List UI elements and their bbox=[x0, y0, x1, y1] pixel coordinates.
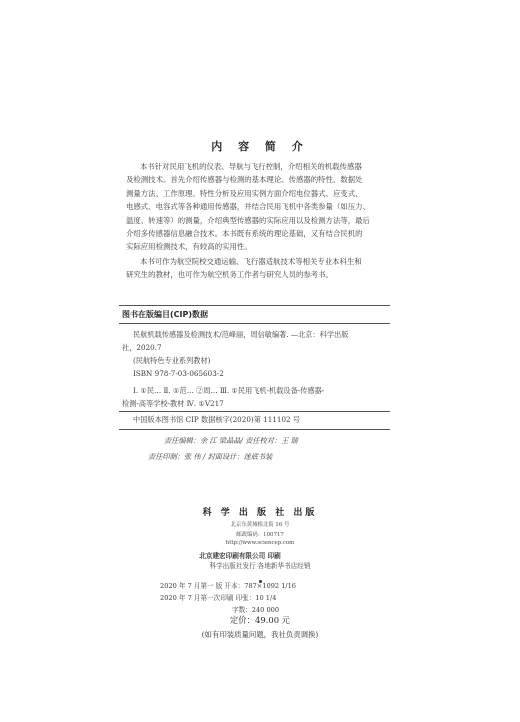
intro-line: 及检测技术。首先介绍传感器与检测的基本理论、传感器的特性、数据处 bbox=[126, 175, 363, 185]
distribution-line: 科学出版社发行 各地新华书店经销 bbox=[209, 562, 311, 570]
intro-line: 温度、转速等）的测量，介绍典型传感器的实际应用以及检测方法等，最后 bbox=[126, 215, 370, 225]
intro-line: 电感式、电容式等各种通用传感器，并结合民用飞机中各类参量（如压力、 bbox=[126, 202, 370, 212]
cip-line: 检测-高等学校-教材 Ⅳ. ①V217 bbox=[122, 399, 224, 408]
intro-title: 内 容 简 介 bbox=[211, 140, 309, 153]
cip-line: 社，2020.7 bbox=[122, 343, 162, 352]
price: 定价：49.00 元 bbox=[229, 615, 291, 625]
cip-line: 民航机载传感器及检测技术/范峰丽，周信敏编著. —北京：科学出版 bbox=[133, 330, 349, 339]
intro-line: 介绍多传感器信息融合技术。本书既有系统的理论基础，又有结合民机的 bbox=[126, 229, 363, 239]
cip-line: (民航特色专业系列教材) bbox=[133, 356, 211, 365]
separator-dot bbox=[0, 571, 520, 575]
publisher-address: 北京东黄城根北街 16 号 bbox=[230, 522, 290, 528]
printer-line: 北京建宏印刷有限公司 印刷 bbox=[199, 552, 281, 560]
intro-line: 本书针对民用飞机的仪表、导航与飞行控制，介绍相关的机载传感器 bbox=[140, 162, 362, 171]
intro-line: 测量方法、工作原理、特性分析及应用实例方面介绍电位器式、应变式、 bbox=[126, 188, 363, 198]
quality-note: (如有印装质量问题，我社负责调换) bbox=[201, 630, 319, 639]
cip-top-rule bbox=[119, 305, 390, 306]
cip-line: Ⅰ. ①民… Ⅱ. ①范… ②周… Ⅲ. ①民用飞机-机载设备-传感器- bbox=[133, 386, 325, 395]
word-count: 字数：240 000 bbox=[232, 606, 280, 614]
cip-heading-rule bbox=[119, 323, 390, 324]
edition-line-1: 2020 年 7 月第一 版 开本：787×1092 1/16 bbox=[160, 582, 296, 590]
intro-line: 实际应用检测技术，有较高的实用性。 bbox=[126, 242, 252, 252]
cip-number: 中国版本图书馆 CIP 数据核字(2020)第 111102 号 bbox=[133, 415, 301, 424]
publisher-postcode: 邮政编码：100717 bbox=[236, 532, 284, 538]
intro-paragraph-1 bbox=[126, 160, 394, 254]
cip-mid-rule bbox=[119, 411, 390, 412]
edition-line-2: 2020 年 7 月第一次印刷 印张：10 1/4 bbox=[160, 594, 277, 602]
cip-line: ISBN 978-7-03-065603-2 bbox=[133, 369, 224, 378]
intro-paragraph-2 bbox=[126, 255, 394, 282]
editor-credit: 责任编辑：余 江 梁晶晶/ 责任校对：王 瑞 bbox=[164, 436, 298, 445]
cip-bottom-rule bbox=[119, 429, 390, 430]
publisher-name: 科 学 出 版 社 出版 bbox=[202, 508, 318, 518]
cip-heading: 图书在版编目(CIP)数据 bbox=[122, 310, 209, 319]
production-credit: 责任印制：张 伟 / 封面设计：迷底书装 bbox=[148, 452, 273, 461]
publisher-website: http://www.sciencep.com bbox=[225, 540, 295, 546]
intro-line: 研究生的教材，也可作为航空机务工作者与研究人员的参考书。 bbox=[126, 270, 333, 280]
intro-line: 本书可作为航空院校交通运输、飞行器适航技术等相关专业本科生和 bbox=[140, 257, 362, 266]
